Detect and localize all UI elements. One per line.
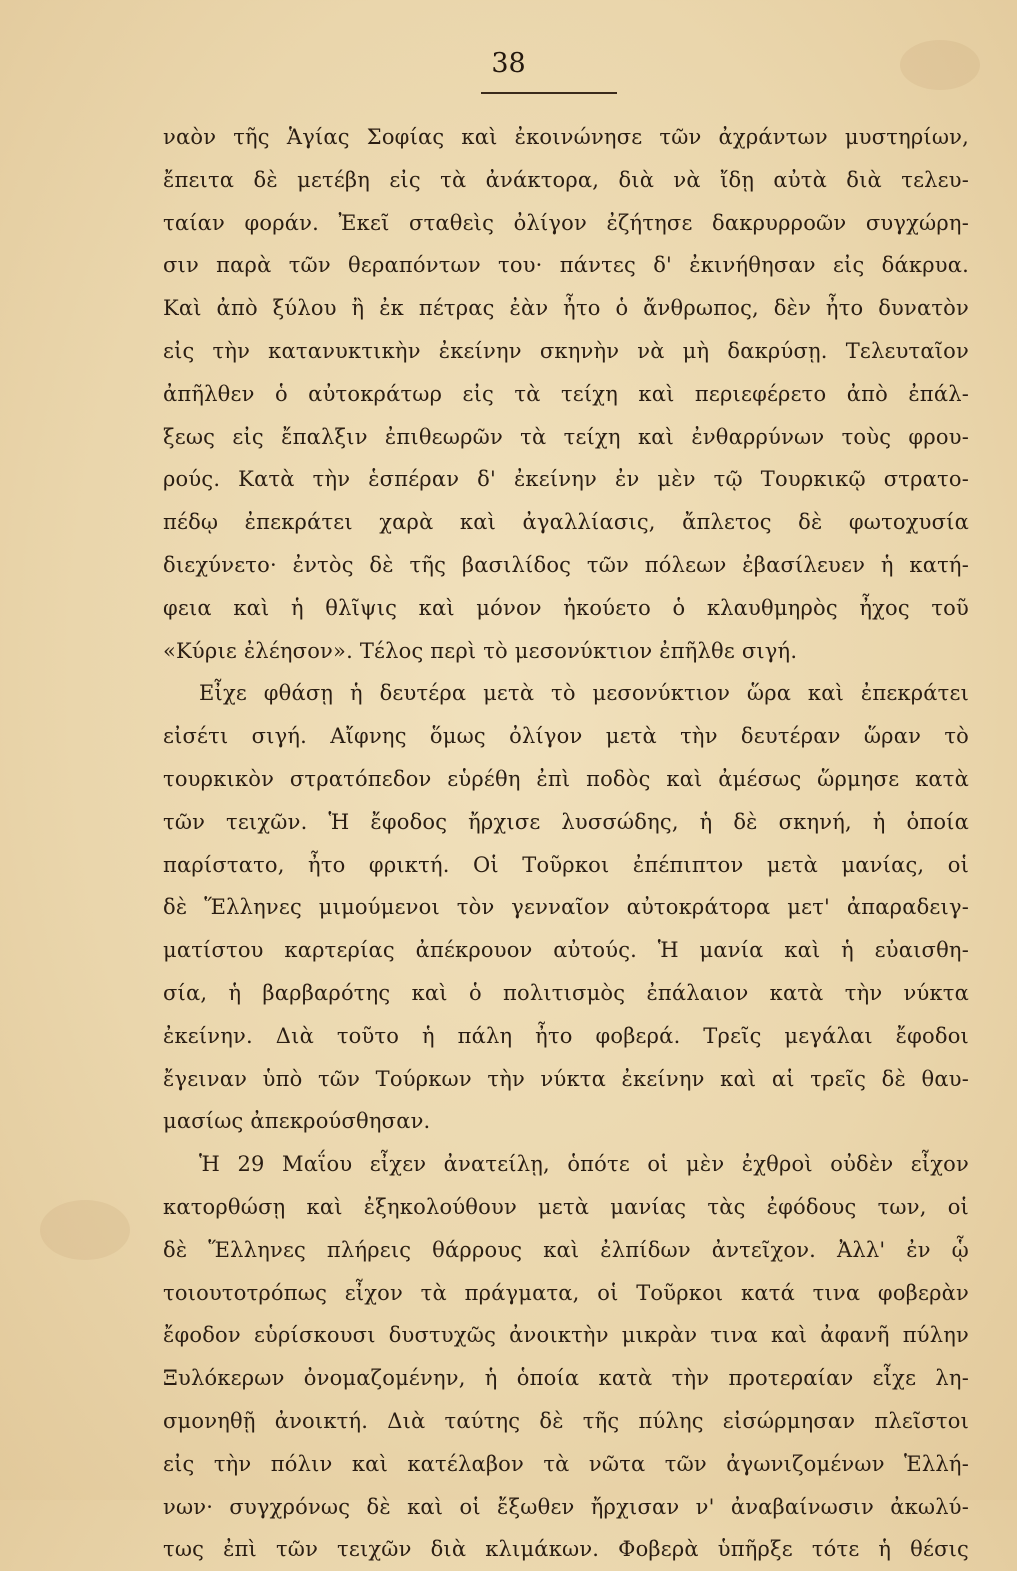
text-line: παρίστατο, ἦτο φρικτή. Οἱ Τοῦρκοι ἐπέπιπτον μετὰ μανίας, οἱ	[163, 852, 969, 877]
text-line: «Κύριε ἐλέησον». Τέλος περὶ τὸ μεσονύκτιον ἐπῆλθε σιγή.	[163, 638, 798, 663]
text-line: ἀπῆλθεν ὁ αὐτοκράτωρ εἰς τὰ τείχη καὶ περιεφέρετο ἀπὸ ἐπάλ-	[163, 381, 969, 406]
text-line: Ἡ 29 Μαΐου εἶχεν ἀνατείλῃ, ὁπότε οἱ μὲν ἐχθροὶ οὐδὲν εἶχον	[199, 1152, 969, 1177]
text-line: ρούς. Κατὰ τὴν ἑσπέραν δ' ἐκείνην ἐν μὲν τῷ Τουρκικῷ στρατο-	[163, 467, 969, 492]
text-line: ἔγειναν ὑπὸ τῶν Τούρκων τὴν νύκτα ἐκείνην καὶ αἱ τρεῖς δὲ θαυ-	[163, 1066, 969, 1091]
text-line: νων· συγχρόνως δὲ καὶ οἱ ἔξωθεν ἤρχισαν ν' ἀναβαίνωσιν ἀκωλύ-	[163, 1494, 969, 1519]
text-line: τοιουτοτρόπως εἶχον τὰ πράγματα, οἱ Τοῦρκοι κατά τινα φοβερὰν	[163, 1280, 969, 1305]
text-line: μασίως ἀπεκρούσθησαν.	[163, 1109, 431, 1134]
text-line: φεια καὶ ἡ θλῖψις καὶ μόνον ἠκούετο ὁ κλαυθμηρὸς ἦχος τοῦ	[163, 595, 969, 620]
text-line: τῶν τειχῶν. Ἡ ἔφοδος ἤρχισε λυσσώδης, ἡ δὲ σκηνή, ἡ ὁποία	[163, 809, 969, 834]
text-line: διεχύνετο· ἐντὸς δὲ τῆς βασιλίδος τῶν πόλεων ἐβασίλευεν ἡ κατή-	[163, 552, 969, 577]
text-line: τως ἐπὶ τῶν τειχῶν διὰ κλιμάκων. Φοβερὰ ὑπῆρξε τότε ἡ θέσις	[163, 1537, 969, 1562]
text-line: εἰς τὴν πόλιν καὶ κατέλαβον τὰ νῶτα τῶν ἀγωνιζομένων Ἑλλή-	[163, 1451, 969, 1476]
text-line: πέδῳ ἐπεκράτει χαρὰ καὶ ἀγαλλίασις, ἄπλετος δὲ φωτοχυσία	[163, 510, 969, 535]
text-line: Ξυλόκερων ὀνομαζομένην, ἡ ὁποία κατὰ τὴν προτεραίαν εἶχε λη-	[163, 1366, 969, 1391]
text-line: εἰσέτι σιγή. Αἴφνης ὅμως ὀλίγον μετὰ τὴν δευτέραν ὥραν τὸ	[163, 724, 969, 749]
text-line: ἔφοδον εὑρίσκουσι δυστυχῶς ἀνοικτὴν μικρὰν τινα καὶ ἀφανῆ πύλην	[163, 1323, 969, 1348]
page-number: 38	[491, 48, 526, 79]
paper-stain	[40, 1200, 130, 1260]
text-line: Εἶχε φθάσῃ ἡ δευτέρα μετὰ τὸ μεσονύκτιον ὥρα καὶ ἐπεκράτει	[199, 681, 969, 706]
text-line: σμονηθῇ ἀνοικτή. Διὰ ταύτης δὲ τῆς πύλης εἰσώρμησαν πλεῖστοι	[163, 1408, 969, 1433]
paragraph-3	[163, 1143, 969, 1571]
paragraph-1	[163, 116, 969, 672]
text-body	[163, 116, 969, 1571]
text-line: σία, ἡ βαρβαρότης καὶ ὁ πολιτισμὸς ἐπάλαιον κατὰ τὴν νύκτα	[163, 980, 969, 1005]
text-line: ἐκείνην. Διὰ τοῦτο ἡ πάλη ἦτο φοβερά. Τρεῖς μεγάλαι ἔφοδοι	[163, 1023, 969, 1048]
text-line: ναὸν τῆς Ἁγίας Σοφίας καὶ ἐκοινώνησε τῶν ἀχράντων μυστηρίων,	[163, 125, 969, 149]
text-line: ταίαν φοράν. Ἐκεῖ σταθεὶς ὀλίγον ἐζήτησε δακρυρροῶν συγχώρη-	[163, 210, 969, 235]
text-line: ἔπειτα δὲ μετέβη εἰς τὰ ἀνάκτορα, διὰ νὰ ἴδῃ αὐτὰ διὰ τελευ-	[163, 167, 969, 192]
text-line: δὲ Ἕλληνες πλήρεις θάρρους καὶ ἐλπίδων ἀντεῖχον. Ἀλλ' ἐν ᾧ	[163, 1237, 969, 1262]
page-number-rule	[481, 92, 617, 94]
text-line: εἰς τὴν κατανυκτικὴν ἐκείνην σκηνὴν νὰ μὴ δακρύσῃ. Τελευταῖον	[163, 338, 969, 363]
text-line: δὲ Ἕλληνες μιμούμενοι τὸν γενναῖον αὐτοκράτορα μετ' ἀπαραδειγ-	[163, 895, 969, 920]
text-line: ματίστου καρτερίας ἀπέκρουον αὐτούς. Ἡ μανία καὶ ἡ εὐαισθη-	[163, 938, 969, 963]
paragraph-2	[163, 672, 969, 1143]
text-line: κατορθώσῃ καὶ ἐξηκολούθουν μετὰ μανίας τὰς ἐφόδους των, οἱ	[163, 1194, 969, 1219]
text-line: σιν παρὰ τῶν θεραπόντων του· πάντες δ' ἐκινήθησαν εἰς δάκρυα.	[163, 253, 969, 278]
text-line: ξεως εἰς ἔπαλξιν ἐπιθεωρῶν τὰ τείχη καὶ ἐνθαρρύνων τοὺς φρου-	[163, 424, 969, 449]
text-line: Καὶ ἀπὸ ξύλου ἢ ἐκ πέτρας ἐὰν ἦτο ὁ ἄνθρωπος, δὲν ἦτο δυνατὸν	[163, 296, 969, 321]
text-line: τουρκικὸν στρατόπεδον εὑρέθη ἐπὶ ποδὸς καὶ ἀμέσως ὥρμησε κατὰ	[163, 766, 969, 791]
